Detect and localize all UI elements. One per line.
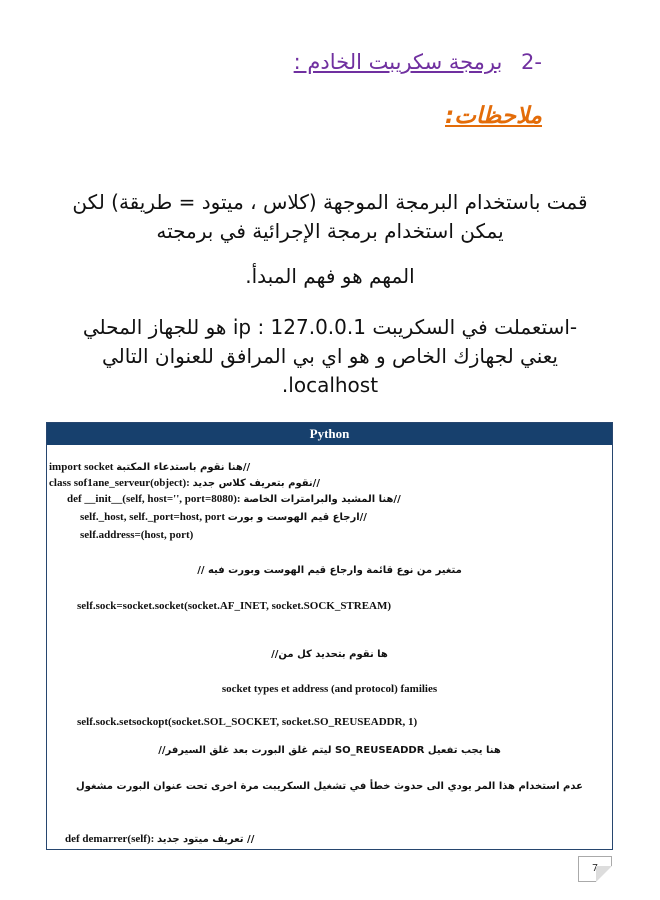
code-comment: هنا يجب تفعيل SO_REUSEADDR ليتم غلق البورت بعد غلق السيرفر// — [158, 745, 501, 756]
code-line-13 — [65, 833, 254, 845]
section-number: -2 — [521, 50, 542, 74]
code-line-11 — [47, 745, 612, 756]
code-comment: ها نقوم بتحديد كل من// — [271, 649, 388, 660]
section-title: برمجة سكريبت الخادم : — [293, 50, 503, 74]
code-line-10 — [77, 716, 417, 728]
code-comment: هنا المشيد والبرامترات الخاصة// — [243, 494, 401, 505]
page-curl-icon — [596, 866, 612, 882]
code-line-1 — [49, 461, 250, 473]
paragraph-localhost-line3: localhost. — [281, 373, 379, 397]
code-line-2 — [49, 477, 320, 489]
code-text: def __init__(self, host='', port=8080): — [67, 493, 241, 505]
page-number: 7 — [591, 863, 599, 874]
code-comment: تعريف ميتود جديد // — [157, 834, 255, 845]
code-block — [46, 422, 613, 850]
code-comment: ارجاع قيم الهوست و بورت// — [227, 512, 367, 523]
code-text: self.sock=socket.socket(socket.AF_INET, socket.SOCK_STREAM) — [77, 600, 392, 612]
paragraph-localhost — [60, 313, 600, 400]
code-text: self.sock.setsockopt(socket.SOL_SOCKET, socket.SO_REUSEADDR, 1) — [77, 716, 418, 728]
code-block-header: Python — [47, 423, 612, 445]
code-line-12 — [47, 781, 612, 792]
code-line-8 — [47, 649, 612, 660]
code-line-6 — [47, 565, 612, 576]
code-text: self._host, self._port=host, port — [80, 511, 225, 523]
code-text: def demarrer(self): — [65, 833, 155, 845]
page-number-badge — [578, 856, 612, 882]
code-text: import socket — [49, 461, 114, 473]
code-line-3 — [67, 493, 401, 505]
notes-title: ملاحظات: — [445, 103, 542, 129]
code-line-7 — [77, 600, 391, 612]
code-text: class sof1ane_serveur(object): — [49, 477, 190, 489]
paragraph-principle: المهم هو فهم المبدأ. — [245, 264, 415, 288]
code-line-5 — [80, 529, 193, 541]
code-comment: نقوم بتعريف كلاس جديد// — [192, 478, 320, 489]
code-line-9 — [47, 683, 612, 695]
code-text: socket types et address (and protocol) families — [221, 683, 438, 695]
code-text: self.address=(host, port) — [80, 529, 194, 541]
paragraph-oop: قمت باستخدام البرمجة الموجهة (كلاس ، ميتود = طريقة) لكن يمكن استخدام برمجة الإجرائية في برمجته — [72, 190, 588, 243]
code-comment: عدم استخدام هذا المر يودي الى حدوث خطأ في تشغيل السكريبت مرة اخرى تحت عنوان البورت مشغول — [76, 781, 583, 792]
section-heading — [294, 50, 542, 74]
code-comment: متغير من نوع قائمة وارجاع قيم الهوست وبورت فيه // — [197, 565, 462, 576]
code-comment: هنا نقوم باستدعاء المكتبة// — [116, 462, 251, 473]
code-line-4 — [80, 511, 367, 523]
paragraph-localhost-line2: يعني لجهازك الخاص و هو اي بي المرافق للعنوان التالي — [102, 344, 558, 368]
paragraph-localhost-line1: -استعملت في السكريبت ip : 127.0.0.1 هو للجهاز المحلي — [82, 315, 578, 339]
